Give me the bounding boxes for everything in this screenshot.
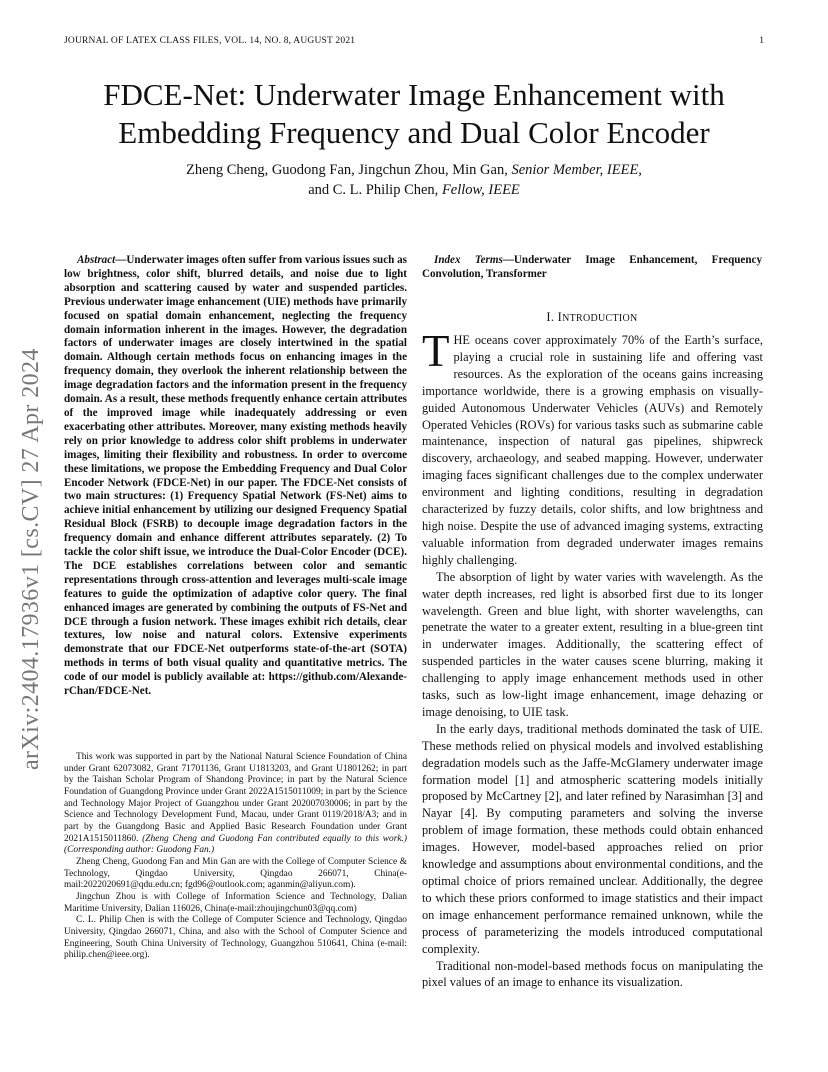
author-list bbox=[40, 160, 788, 200]
section-title-first: I bbox=[557, 310, 563, 324]
footnote-funding-text: This work was supported in part by the National Natural Science Foundation of China under Grant 62073082, Grant 71701136, Grant U1813203, and Grant U1801262; in part by the Taishan Scholar Program of Shandong Province; in part by the Natural Science Foundation of Guangdong Province under Grant 2022A1515011009; in part by the Science and Technology Major Project of Guangzhou under Grant 202007030006; in part by the Science and Technology Development Fund, Macau, under Grant 0119/2018/A3; and in part by the Guangdong Basic and Applied Basic Research Foundation under Grant 2021A1515011860. bbox=[64, 752, 407, 844]
intro-paragraph-3: In the early days, traditional methods dominated the task of UIE. These methods relied on physical models and involved establishing degradation models such as the Jaffe-McGlamery underwater image formation model [1] and atmospheric scattering models initially proposed by McCartney [2], and later refined by Narasimhan [3] and Nayar [4]. By computing parameters and solving the inverse problem of image formation, these methods could obtain enhanced images. However, model-based approaches relied on prior knowledge and assumptions about environmental conditions, and the optimal choice of priors remained unclear. Additionally, the degree to which these priors conformed to image statistics and their impact on image enhancement performance remained unknown, while the process of parameterizing the models introduced computational complexity. bbox=[422, 721, 763, 956]
footnote-contribution-note: (Zheng Cheng and Guodong Fan contributed equally to this work.)(Corresponding author: Guodong Fan.) bbox=[64, 833, 407, 856]
intro-paragraph-1-text: HE oceans cover approximately 70% of the Earth’s surface, playing a crucial role in sustaining life and offering vast resources. As the exploration of the oceans gains increasing importance worldwide, there is a growing emphasis on visually-guided Autonomous Underwater Vehicles (AUVs) and Remotely Operated Vehicles (ROVs) for various tasks such as submarine cable maintenance, inspection of natural gas pipelines, shipwreck discovery, archaeology, and seabed mapping. However, underwater imaging faces significant challenges due to the complex underwater environment and lighting conditions, resulting in degradation characterized by fuzzy details, color shifts, and low brightness and high noise. Despite the use of advanced imaging systems, extracting valuable information from degraded underwater images remains highly challenging. bbox=[422, 333, 763, 567]
running-header: JOURNAL OF LATEX CLASS FILES, VOL. 14, NO. 8, AUGUST 2021 bbox=[64, 36, 356, 46]
authors-line2: and C. L. Philip Chen, bbox=[308, 182, 439, 198]
index-terms bbox=[422, 254, 762, 282]
footnote-affiliation-3: C. L. Philip Chen is with the College of Computer Science and Technology, Qingdao University, Qingdao 266071, China, and also with the School of Computer Science and Engineering, South China University of Technology, Guangzhou 510641, China (e-mail: philip.chen@ieee.org). bbox=[64, 915, 407, 961]
abstract-label: Abstract bbox=[77, 254, 116, 266]
abstract bbox=[64, 254, 407, 699]
footnote bbox=[64, 752, 407, 962]
index-terms-text: —Underwater Image Enhancement, Frequency Convolution, Transformer bbox=[422, 254, 762, 280]
footnote-affiliation-2: Jingchun Zhou is with College of Information Science and Technology, Dalian Maritime University, Dalian 116026, China(e-mail:zhoujingchun03@qq.com) bbox=[64, 891, 407, 914]
authors-line2-affil: Fellow, IEEE bbox=[441, 182, 520, 198]
page-number: 1 bbox=[759, 36, 764, 46]
authors-line1: Zheng Cheng, Guodong Fan, Jingchun Zhou, Min Gan, bbox=[186, 162, 508, 178]
section-title-rest: NTRODUCTION bbox=[562, 313, 638, 324]
arxiv-stamp-text: arXiv:2404.17936v1 [cs.CV] 27 Apr 2024 bbox=[18, 348, 44, 770]
section-heading bbox=[422, 310, 762, 325]
authors-line1-affil: Senior Member, IEEE, bbox=[511, 162, 642, 178]
footnote-affiliation-1: Zheng Cheng, Guodong Fan and Min Gan are with the College of Computer Science & Technology, Qingdao University, Qingdao 266071, China(e-mail:2022020691@qdu.edu.cn; fgd96@outlook.com; aganmin@aliyun.com). bbox=[64, 856, 407, 891]
section-numeral: I. bbox=[546, 310, 555, 324]
abstract-text: —Underwater images often suffer from various issues such as low brightness, color shift, blurred details, and noise due to light absorption and scattering caused by water and suspended particles. Previous underwater image enhancement (UIE) methods have primarily focused on spatial domain enhancement, neglecting the frequency domain information inherent in the images. However, the degradation factors of underwater images are closely intertwined in the spatial domain. Although certain methods focus on enhancing images in the frequency domain, they overlook the inherent relationship between the image degradation factors and the information present in the frequency domain. As a result, these methods frequently enhance certain attributes of the improved image while inadequately addressing or even exacerbating other attributes. Moreover, many existing methods heavily rely on prior knowledge to address color shift problems in underwater images, limiting their flexibility and robustness. In order to overcome these limitations, we propose the Embedding Frequency and Dual Color Encoder Network (FDCE-Net) in our paper. The FDCE-Net consists of two main structures: (1) Frequency Spatial Network (FS-Net) aims to achieve initial enhancement by utilizing our designed Frequency Spatial Residual Block (FSRB) to decouple image degradation factors in the frequency domain and enhance different attributes separately. (2) To tackle the color shift issue, we introduce the Dual-Color Encoder (DCE). The DCE establishes correlations between color and semantic representations through cross-attention and leverages multi-scale image features to guide the optimization of adaptive color query. The final enhanced images are generated by combining the outputs of FS-Net and DCE through a fusion network. These images exhibit rich details, clear textures, low noise and natural colors. Extensive experiments demonstrate that our FDCE-Net outperforms state-of-the-art (SOTA) methods in terms of both visual quality and quantitative metrics. The code of our model is publicly available at: https://github.com/Alexande-rChan/FDCE-Net. bbox=[64, 254, 407, 698]
intro-paragraph-1 bbox=[422, 326, 763, 569]
drop-cap: T bbox=[422, 326, 450, 376]
paper-title: FDCE-Net: Underwater Image Enhancement with Embedding Frequency and Dual Color Encoder bbox=[103, 77, 725, 150]
index-terms-label: Index Terms bbox=[434, 254, 503, 266]
arxiv-stamp bbox=[14, 290, 54, 770]
footnote-funding bbox=[64, 752, 407, 857]
introduction-body bbox=[422, 326, 763, 991]
intro-paragraph-4: Traditional non-model-based methods focus on manipulating the pixel values of an image to enhance its visualization. bbox=[422, 958, 763, 990]
intro-paragraph-2: The absorption of light by water varies with wavelength. As the water depth increases, red light is absorbed first due to its longer wavelength. Green and blue light, with shorter wavelengths, can penetrate the water to a greater extent, resulting in a blue-green tint in underwater images. Additionally, the scattering effect of suspended particles in the water causes scene blurring, making it challenging to apply image enhancement methods used in other tasks, such as low-light image enhancement, image dehazing or image denoising, to UIE task. bbox=[422, 569, 763, 719]
